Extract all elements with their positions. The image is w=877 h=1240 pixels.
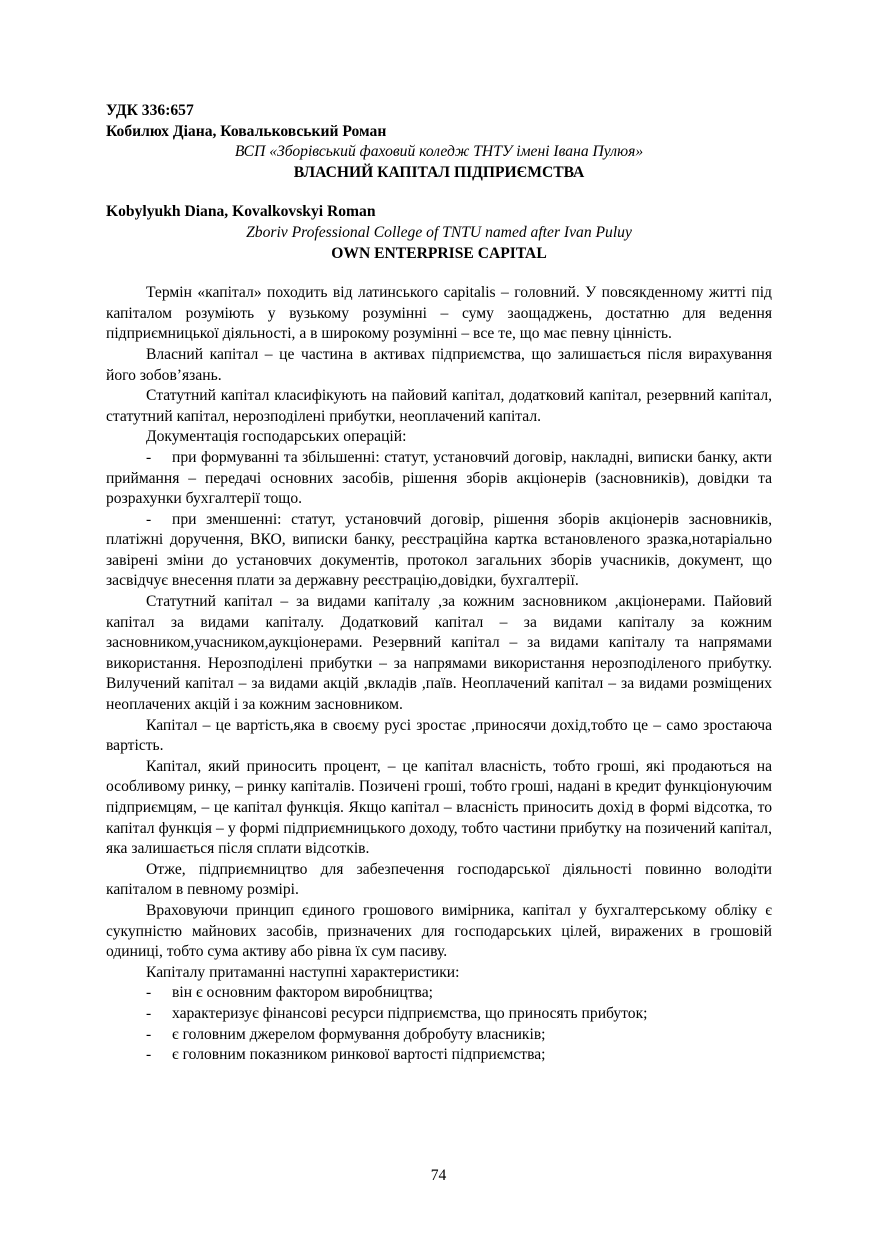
list-item [106, 1045, 772, 1066]
dash-marker: - [146, 1046, 152, 1064]
paragraph-characteristics: Капіталу притаманні наступні характеристики: [146, 963, 460, 981]
paragraph-capital-term: Термін «капітал» походить від латинського capitalis – головний. У повсякденному житті під капіталом розуміють у вузькому розумінні – суму заощаджень, достатню для ведення підприємницької діяльності, а в широкому розумінні – все те, що має певну цінність. [106, 284, 772, 343]
paragraph-classification: Статутний капітал класифікують на пайовий капітал, додатковий капітал, резервний капітал, статутний капітал, нерозподілені прибутки, неоплачений капітал. [106, 387, 772, 425]
spacer [106, 183, 772, 202]
authors-ua: Кобилюх Діана, Ковальковський Роман [106, 122, 387, 140]
dash-item-text: при формуванні та збільшенні: статут, установчий договір, накладні, виписки банку, акти приймання – передачі основних засобів, рішення зборів акціонерів (засновників), довідки та розрахунки бухгалтерії тощо. [106, 448, 772, 508]
affiliation-en: Zboriv Professional College of TNTU named after Ivan Puluy [246, 223, 632, 241]
title-ua: ВЛАСНИЙ КАПІТАЛ ПІДПРИЄМСТВА [293, 163, 585, 181]
list-item-text: він є основним фактором виробництва; [172, 984, 433, 1002]
paragraph-interest-capital: Капітал, який приносить процент, – це капітал власність, тобто гроші, які продаються на особливому ринку, – ринку капіталів. Позичені гроші, тобто гроші, надані в кредит функціонуючим підприємцям, – це капітал функція. Якщо капітал – власність приносить дохід в формі відсотка, то капітал функція – у формі підприємницького доходу, тобто частини прибутку на позичений капітал, яка залишається після сплати відсотків. [106, 757, 772, 858]
list-item-text: є головним джерелом формування добробуту власників; [172, 1025, 546, 1043]
list-item-text: характеризує фінансові ресурси підприємства, що приносять прибуток; [172, 1004, 648, 1022]
paper-page [106, 101, 772, 1066]
list-item [106, 1025, 772, 1046]
dash-marker: - [146, 984, 152, 1002]
dash-marker: - [146, 448, 152, 466]
authors-en: Kobylyukh Diana, Kovalkovskyi Roman [106, 203, 376, 221]
affiliation-ua: ВСП «Зборівський фаховий коледж ТНТУ імені Івана Пулюя» [234, 143, 644, 161]
paragraph-accounting-analytics: Статутний капітал – за видами капіталу ,за кожним засновником ,акціонерами. Пайовий капітал за видами капіталу. Додатковий капітал – за видами капіталу за кожним засновником,учасником,аукціонерами. Резервний капітал – за видами капіталу та напрямами використання. Нерозподілені прибутки – за напрямами використання нерозподіленого прибутку. Вилучений капітал – за видами акцій ,вкладів ,паїв. Неоплачений капітал – за видами розміщених неоплачених акцій і за кожним засновником. [106, 593, 772, 714]
page-number: 74 [430, 1167, 447, 1184]
paragraph-documentation: Документація господарських операцій: [146, 428, 407, 446]
list-item [106, 1004, 772, 1025]
dash-marker: - [146, 1025, 152, 1043]
title-en: OWN ENTERPRISE CAPITAL [331, 244, 547, 262]
characteristics-list [106, 983, 772, 1065]
paragraph-entrepreneurship: Отже, підприємництво для забезпечення господарської діяльності повинно володіти капіталом в певному розмірі. [106, 860, 772, 899]
list-item [106, 983, 772, 1004]
dash-item-formation [106, 448, 772, 510]
list-item-text: є головним показником ринкової вартості підприємства; [172, 1046, 546, 1064]
paragraph-own-capital: Власний капітал – це частина в активах підприємства, що залишається після вирахування його зобов’язань. [106, 345, 772, 384]
paragraph-capital-value: Капітал – це вартість,яка в своєму русі зростає ,приносячи дохід,тобто це – само зростаюча вартість. [106, 716, 772, 755]
paragraph-monetary-principle: Враховуючи принцип єдиного грошового вимірника, капітал у бухгалтерському обліку є сукупністю майнових засобів, призначених для господарських цілей, виражених в грошовій одиниці, тобто сума активу або рівна їх сум пасиву. [106, 901, 772, 961]
dash-marker: - [146, 510, 152, 528]
dash-item-reduction [106, 510, 772, 592]
dash-marker: - [146, 1004, 152, 1022]
dash-item-text: при зменшенні: статут, установчий договір, рішення зборів акціонерів засновників, платіжні доручення, ВКО, виписки банку, реєстраційна картка встановленого зразка,нотаріально завірені зміни до установчих документів, протокол загальних зборів учасників, документ, що засвідчує внесення плати за державну реєстрацію,довідки, бухгалтерії. [106, 510, 772, 590]
spacer [106, 264, 772, 283]
udk-code: УДК 336:657 [106, 102, 194, 119]
